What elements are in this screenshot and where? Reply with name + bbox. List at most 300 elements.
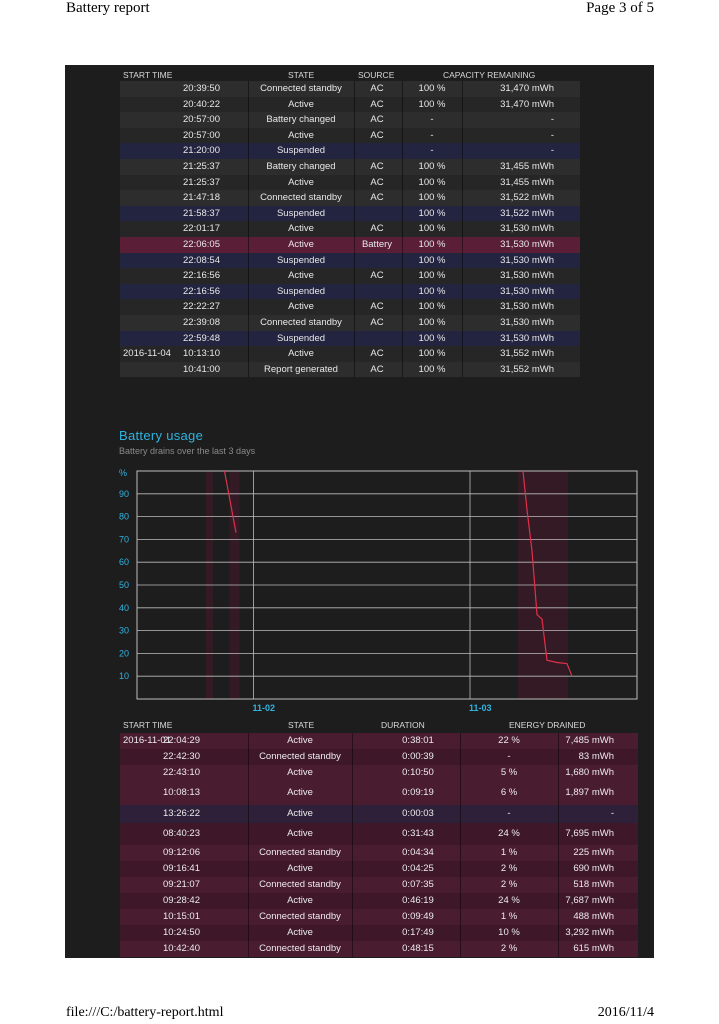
- column-divider: [248, 346, 249, 362]
- row-time: 21:20:00: [183, 145, 220, 157]
- usage-table-header: [120, 717, 638, 733]
- row-capacity: 31,552 mWh: [500, 363, 554, 375]
- row-capacity: 31,470 mWh: [500, 98, 554, 110]
- row-percent: 100 %: [418, 160, 446, 172]
- row-time: 21:25:37: [183, 176, 220, 188]
- row-source: AC: [370, 363, 384, 375]
- row-capacity: 31,455 mWh: [500, 176, 554, 188]
- x-tick-label: 11-02: [252, 703, 276, 713]
- column-divider: [558, 909, 559, 925]
- row-duration: 0:04:34: [402, 847, 434, 858]
- row-percent: 100 %: [418, 301, 446, 313]
- column-divider: [462, 299, 463, 315]
- column-divider: [354, 221, 355, 237]
- row-source: AC: [370, 348, 384, 360]
- row-state: Connected standby: [259, 911, 341, 922]
- column-divider: [558, 845, 559, 861]
- row-state: Report generated: [264, 363, 338, 375]
- row-duration: 0:38:01: [402, 735, 434, 746]
- table-row: [120, 143, 580, 159]
- footer-url: file:///C:/battery-report.html: [66, 1005, 224, 1020]
- column-divider: [558, 823, 559, 845]
- row-percent: 24 %: [498, 828, 520, 839]
- row-percent: 2 %: [500, 863, 518, 874]
- row-time: 09:28:42: [163, 895, 200, 906]
- column-divider: [402, 299, 403, 315]
- row-energy: 1,897 mWh: [565, 787, 614, 798]
- column-divider: [352, 877, 353, 893]
- row-state: Active: [288, 129, 314, 141]
- column-divider: [354, 143, 355, 159]
- table-row: [120, 206, 580, 222]
- row-capacity: 31,530 mWh: [500, 316, 554, 328]
- column-divider: [402, 175, 403, 191]
- table-row: [120, 765, 638, 781]
- row-energy: 225 mWh: [573, 847, 614, 858]
- column-divider: [558, 941, 559, 957]
- column-divider: [460, 861, 461, 877]
- row-percent: 2 %: [500, 943, 518, 954]
- row-source: AC: [370, 98, 384, 110]
- table-row: [120, 861, 638, 877]
- row-percent: 10 %: [498, 927, 520, 938]
- column-divider: [402, 112, 403, 128]
- y-tick-label: 80: [119, 511, 130, 522]
- row-percent: 24 %: [498, 895, 520, 906]
- row-percent: 100 %: [418, 285, 446, 297]
- row-energy: 7,695 mWh: [565, 828, 614, 839]
- row-source: AC: [370, 192, 384, 204]
- row-time: 10:13:10: [183, 348, 220, 360]
- row-state: Connected standby: [260, 316, 342, 328]
- table-row: [120, 909, 638, 925]
- column-divider: [460, 877, 461, 893]
- column-divider: [248, 315, 249, 331]
- column-divider: [402, 237, 403, 253]
- row-state: Connected standby: [259, 879, 341, 890]
- column-divider: [402, 284, 403, 300]
- row-capacity: 31,530 mWh: [500, 238, 554, 250]
- column-divider: [248, 206, 249, 222]
- row-capacity: 31,522 mWh: [500, 207, 554, 219]
- table-row: [120, 941, 638, 957]
- row-percent: 22 %: [498, 735, 520, 746]
- column-divider: [402, 190, 403, 206]
- row-source: AC: [370, 114, 384, 126]
- column-divider: [462, 175, 463, 191]
- row-percent: -: [430, 114, 434, 126]
- y-tick-label: 20: [119, 648, 130, 659]
- column-divider: [462, 315, 463, 331]
- battery-usage-chart: [119, 467, 639, 715]
- table-row: [120, 190, 580, 206]
- column-divider: [354, 315, 355, 331]
- column-divider: [354, 237, 355, 253]
- table-row: [120, 284, 580, 300]
- table-row: [120, 331, 580, 347]
- table-row: [120, 805, 638, 823]
- row-duration: 0:00:39: [402, 751, 434, 762]
- table-row: [120, 128, 580, 144]
- col-state: STATE: [288, 70, 315, 80]
- column-divider: [354, 128, 355, 144]
- column-divider: [354, 159, 355, 175]
- row-state: Connected standby: [259, 943, 341, 954]
- row-percent: 100 %: [418, 270, 446, 282]
- column-divider: [354, 253, 355, 269]
- row-percent: -: [507, 751, 511, 762]
- column-divider: [558, 733, 559, 749]
- row-state: Active: [288, 301, 314, 313]
- column-divider: [248, 268, 249, 284]
- row-capacity: 31,530 mWh: [500, 270, 554, 282]
- table-row: [120, 749, 638, 765]
- column-divider: [248, 765, 249, 781]
- column-divider: [352, 941, 353, 957]
- table-row: [120, 823, 638, 845]
- column-divider: [460, 733, 461, 749]
- col-source: SOURCE: [358, 70, 395, 80]
- column-divider: [558, 893, 559, 909]
- column-divider: [248, 284, 249, 300]
- column-divider: [248, 143, 249, 159]
- row-capacity: 31,552 mWh: [500, 348, 554, 360]
- column-divider: [248, 733, 249, 749]
- row-time: 22:04:29: [163, 735, 200, 746]
- column-divider: [462, 221, 463, 237]
- row-source: AC: [370, 160, 384, 172]
- row-state: Suspended: [276, 145, 326, 157]
- row-time: 21:47:18: [183, 192, 220, 204]
- row-date: 2016-11-01: [123, 735, 171, 746]
- column-divider: [462, 284, 463, 300]
- column-divider: [354, 81, 355, 97]
- row-time: 09:12:06: [163, 847, 200, 858]
- row-source: AC: [370, 316, 384, 328]
- table-row: [120, 112, 580, 128]
- column-divider: [460, 845, 461, 861]
- row-time: 22:43:10: [163, 767, 200, 778]
- column-divider: [354, 331, 355, 347]
- column-divider: [558, 877, 559, 893]
- column-divider: [248, 81, 249, 97]
- table-row: [120, 877, 638, 893]
- row-time: 22:59:48: [183, 332, 220, 344]
- row-percent: 100 %: [418, 192, 446, 204]
- column-divider: [460, 823, 461, 845]
- y-tick-label: 60: [119, 557, 130, 568]
- column-divider: [354, 97, 355, 113]
- report-panel: [65, 65, 654, 958]
- column-divider: [354, 346, 355, 362]
- row-duration: 0:04:25: [402, 863, 434, 874]
- column-divider: [352, 781, 353, 805]
- column-divider: [248, 781, 249, 805]
- table-row: [120, 781, 638, 805]
- column-divider: [354, 362, 355, 378]
- column-divider: [354, 284, 355, 300]
- column-divider: [462, 128, 463, 144]
- column-divider: [248, 925, 249, 941]
- column-divider: [248, 749, 249, 765]
- table-row: [120, 845, 638, 861]
- column-divider: [402, 206, 403, 222]
- column-divider: [354, 299, 355, 315]
- row-state: Suspended: [276, 285, 326, 297]
- column-divider: [462, 112, 463, 128]
- row-energy: 488 mWh: [573, 911, 614, 922]
- column-divider: [462, 362, 463, 378]
- column-divider: [462, 81, 463, 97]
- column-divider: [248, 941, 249, 957]
- column-divider: [352, 893, 353, 909]
- row-capacity: 31,522 mWh: [500, 192, 554, 204]
- col-start-time: START TIME: [123, 720, 173, 730]
- y-tick-label: 90: [119, 488, 130, 499]
- column-divider: [460, 925, 461, 941]
- row-percent: 100 %: [418, 363, 446, 375]
- column-divider: [558, 749, 559, 765]
- table-row: [120, 315, 580, 331]
- column-divider: [352, 733, 353, 749]
- column-divider: [248, 331, 249, 347]
- row-source: AC: [370, 176, 384, 188]
- row-state: Active: [288, 270, 314, 282]
- row-percent: 1 %: [500, 847, 518, 858]
- row-percent: 100 %: [418, 98, 446, 110]
- column-divider: [462, 253, 463, 269]
- row-state: Active: [288, 98, 314, 110]
- column-divider: [248, 805, 249, 823]
- x-tick-label: 11-03: [469, 703, 492, 713]
- row-energy: 83 mWh: [578, 751, 614, 762]
- column-divider: [354, 112, 355, 128]
- column-divider: [352, 909, 353, 925]
- row-state: Active: [288, 348, 314, 360]
- row-time: 21:25:37: [183, 160, 220, 172]
- row-percent: -: [430, 145, 434, 157]
- row-duration: 0:07:35: [402, 879, 434, 890]
- row-percent: 100 %: [418, 223, 446, 235]
- table-row: [120, 253, 580, 269]
- table-row: [120, 81, 580, 97]
- row-capacity: 31,530 mWh: [500, 223, 554, 235]
- recent-table-header: [120, 67, 580, 81]
- column-divider: [460, 893, 461, 909]
- column-divider: [402, 159, 403, 175]
- column-divider: [352, 861, 353, 877]
- column-divider: [248, 893, 249, 909]
- row-time: 22:01:17: [183, 223, 220, 235]
- row-percent: 100 %: [418, 348, 446, 360]
- column-divider: [402, 346, 403, 362]
- table-row: [120, 237, 580, 253]
- column-divider: [248, 909, 249, 925]
- column-divider: [462, 346, 463, 362]
- header-title: Battery report: [66, 0, 150, 16]
- row-source: AC: [370, 223, 384, 235]
- column-divider: [558, 861, 559, 877]
- row-energy: 518 mWh: [573, 879, 614, 890]
- row-state: Active: [287, 808, 313, 819]
- row-energy: 690 mWh: [573, 863, 614, 874]
- row-state: Active: [288, 223, 314, 235]
- page-indicator: Page 3 of 5: [586, 0, 654, 16]
- column-divider: [352, 925, 353, 941]
- row-time: 22:16:56: [183, 270, 220, 282]
- row-time: 10:42:40: [163, 943, 200, 954]
- table-row: [120, 97, 580, 113]
- y-tick-label: 40: [119, 602, 130, 613]
- column-divider: [462, 331, 463, 347]
- column-divider: [460, 781, 461, 805]
- row-time: 13:26:22: [163, 808, 200, 819]
- row-energy: -: [610, 808, 614, 819]
- row-state: Suspended: [276, 207, 326, 219]
- row-duration: 0:10:50: [402, 767, 434, 778]
- row-capacity: -: [550, 145, 554, 157]
- column-divider: [462, 159, 463, 175]
- row-duration: 0:17:49: [402, 927, 434, 938]
- battery-usage-subtitle: Battery drains over the last 3 days: [119, 446, 256, 456]
- y-tick-label: 50: [119, 580, 130, 590]
- row-percent: 100 %: [418, 238, 446, 250]
- recent-usage-table: [120, 67, 580, 377]
- row-state: Battery changed: [266, 160, 336, 172]
- row-energy: 1,680 mWh: [565, 767, 614, 778]
- row-capacity: 31,455 mWh: [500, 160, 554, 172]
- column-divider: [402, 362, 403, 378]
- row-duration: 0:31:43: [402, 828, 434, 839]
- y-tick-label: 30: [119, 625, 130, 636]
- row-state: Connected standby: [260, 83, 342, 94]
- row-capacity: -: [550, 129, 554, 141]
- column-divider: [248, 845, 249, 861]
- table-row: [120, 346, 580, 362]
- row-percent: 100 %: [418, 176, 446, 188]
- page-header: [0, 0, 719, 28]
- row-time: 10:15:01: [163, 911, 200, 922]
- column-divider: [354, 190, 355, 206]
- table-row: [120, 299, 580, 315]
- column-divider: [352, 823, 353, 845]
- column-divider: [402, 143, 403, 159]
- row-time: 20:57:00: [183, 114, 220, 126]
- table-row: [120, 159, 580, 175]
- row-time: 22:06:05: [183, 238, 220, 250]
- column-divider: [402, 128, 403, 144]
- row-percent: 100 %: [418, 83, 446, 94]
- row-percent: 100 %: [418, 207, 446, 219]
- row-time: 20:40:22: [183, 98, 220, 110]
- column-divider: [462, 206, 463, 222]
- row-state: Connected standby: [259, 751, 341, 762]
- column-divider: [558, 781, 559, 805]
- row-source: AC: [370, 83, 384, 94]
- table-row: [120, 925, 638, 941]
- table-row: [120, 733, 638, 749]
- column-divider: [402, 268, 403, 284]
- row-state: Battery changed: [266, 114, 336, 126]
- row-time: 10:24:50: [163, 927, 200, 938]
- row-source: Battery: [361, 238, 393, 250]
- column-divider: [402, 97, 403, 113]
- row-energy: 7,687 mWh: [565, 895, 614, 906]
- column-divider: [462, 268, 463, 284]
- row-time: 20:57:00: [183, 129, 220, 141]
- column-divider: [248, 823, 249, 845]
- column-divider: [352, 805, 353, 823]
- row-time: 22:16:56: [183, 285, 220, 297]
- row-state: Active: [287, 927, 313, 938]
- column-divider: [402, 315, 403, 331]
- row-time: 10:08:13: [163, 787, 200, 798]
- column-divider: [460, 805, 461, 823]
- row-percent: 1 %: [500, 911, 518, 922]
- column-divider: [248, 190, 249, 206]
- col-start-time: START TIME: [123, 70, 173, 80]
- table-row: [120, 893, 638, 909]
- column-divider: [460, 749, 461, 765]
- column-divider: [248, 253, 249, 269]
- column-divider: [248, 299, 249, 315]
- footer-date: 2016/11/4: [597, 1005, 654, 1020]
- column-divider: [248, 175, 249, 191]
- row-state: Connected standby: [260, 192, 342, 204]
- row-time: 21:58:37: [183, 207, 220, 219]
- column-divider: [558, 925, 559, 941]
- column-divider: [354, 268, 355, 284]
- row-state: Active: [287, 895, 313, 906]
- row-percent: -: [430, 129, 434, 141]
- row-percent: 100 %: [418, 254, 446, 266]
- column-divider: [248, 861, 249, 877]
- row-state: Suspended: [276, 332, 326, 344]
- row-capacity: 31,530 mWh: [500, 254, 554, 266]
- row-energy: 615 mWh: [573, 943, 614, 954]
- row-state: Active: [287, 767, 313, 778]
- row-time: 20:39:50: [183, 83, 220, 94]
- row-date: 2016-11-04: [123, 348, 171, 360]
- column-divider: [402, 331, 403, 347]
- column-divider: [248, 97, 249, 113]
- column-divider: [460, 765, 461, 781]
- y-tick-label: 10: [119, 671, 130, 682]
- row-time: 08:40:23: [163, 828, 200, 839]
- row-state: Active: [287, 787, 313, 798]
- row-state: Suspended: [276, 254, 326, 266]
- row-state: Connected standby: [259, 847, 341, 858]
- table-row: [120, 268, 580, 284]
- column-divider: [460, 941, 461, 957]
- table-row: [120, 175, 580, 191]
- column-divider: [402, 81, 403, 97]
- column-divider: [460, 909, 461, 925]
- column-divider: [248, 362, 249, 378]
- row-percent: 100 %: [418, 332, 446, 344]
- col-duration: DURATION: [381, 720, 425, 730]
- col-state: STATE: [288, 720, 315, 730]
- column-divider: [352, 749, 353, 765]
- row-duration: 0:09:19: [402, 787, 434, 798]
- row-capacity: 31,530 mWh: [500, 301, 554, 313]
- column-divider: [248, 877, 249, 893]
- row-capacity: -: [550, 114, 554, 126]
- column-divider: [462, 237, 463, 253]
- column-divider: [462, 97, 463, 113]
- row-capacity: 31,530 mWh: [500, 285, 554, 297]
- column-divider: [354, 175, 355, 191]
